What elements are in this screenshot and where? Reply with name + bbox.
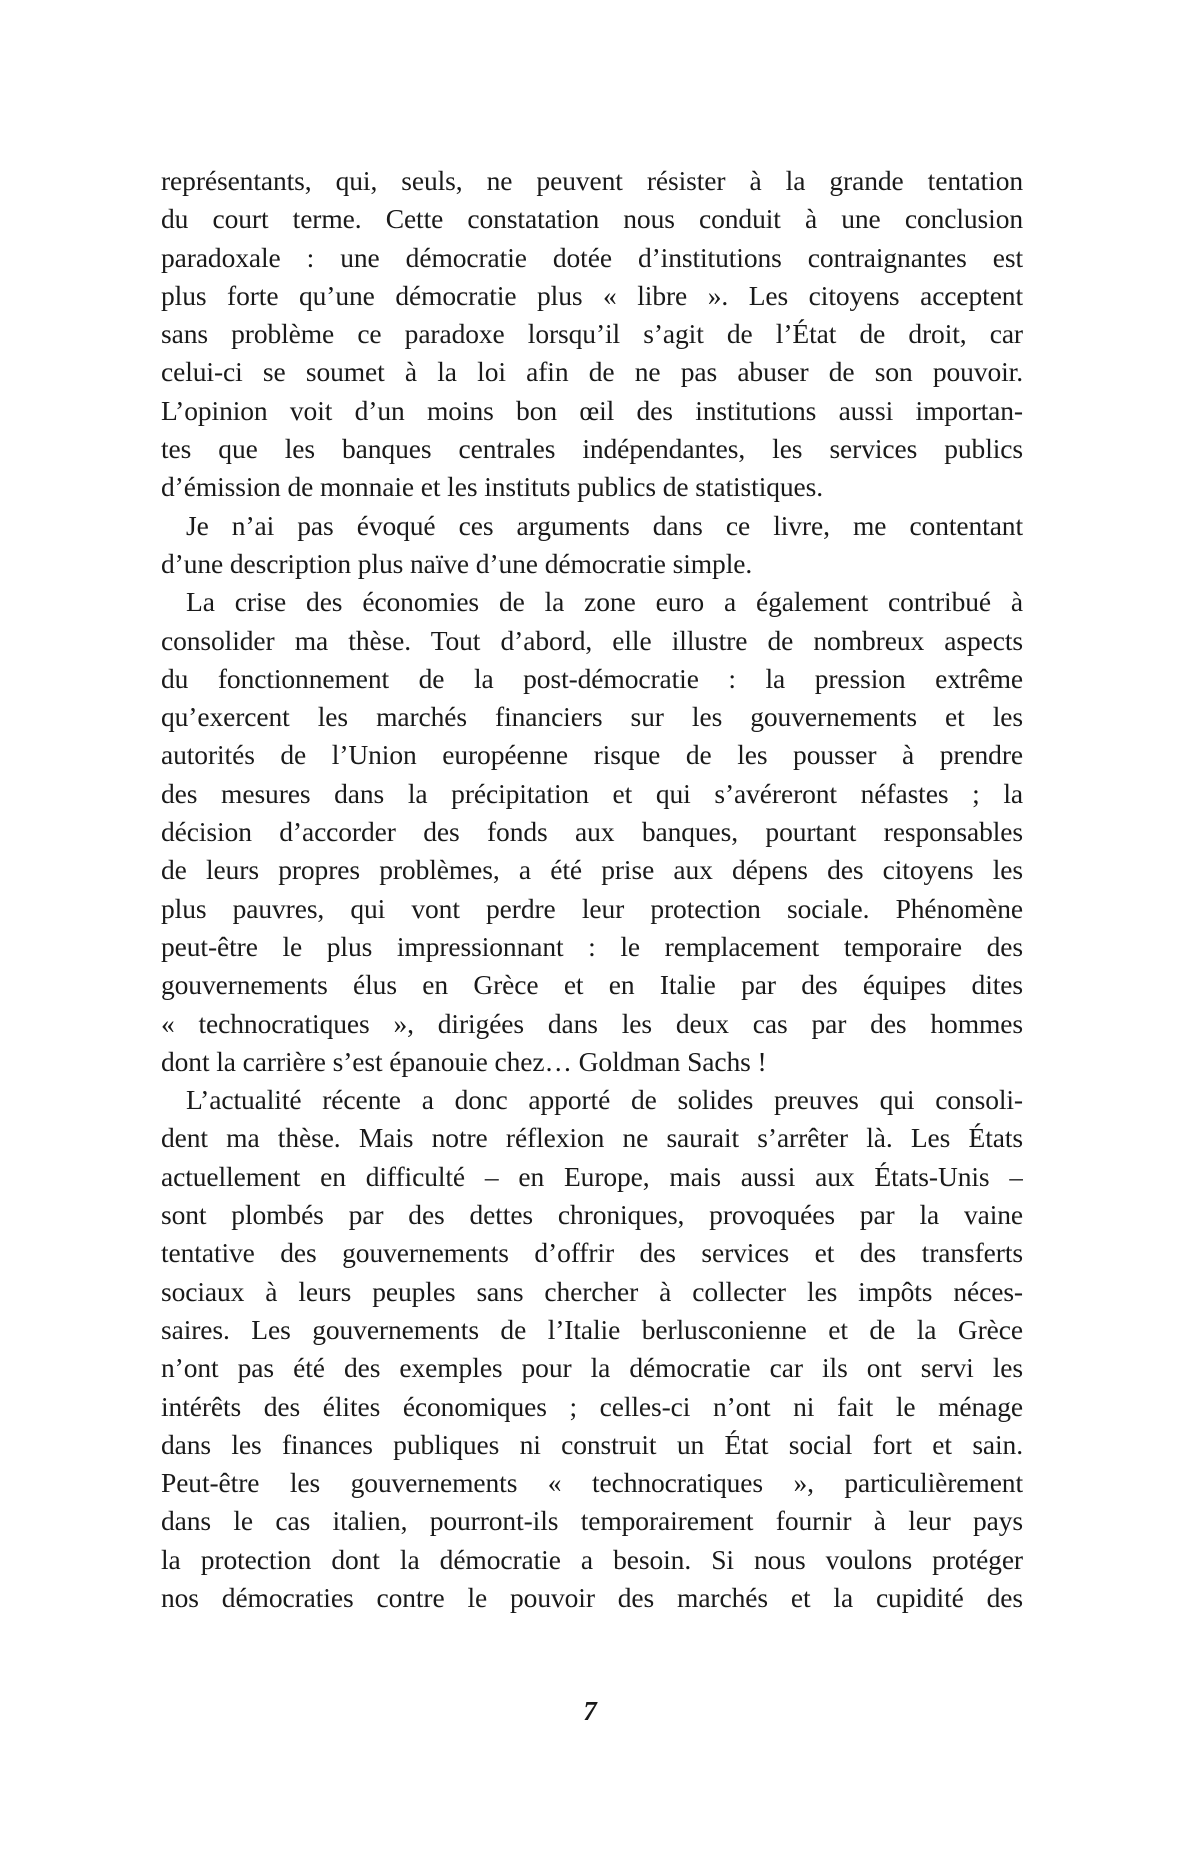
text-line: qu’exercent les marchés financiers sur les gouvernements et les — [161, 701, 1023, 733]
text-line: tes que les banques centrales indépendantes, les services publics — [161, 433, 1023, 465]
paragraph-4 — [161, 1081, 1023, 1617]
text-line: dans le cas italien, pourront-ils temporairement fournir à leur pays — [161, 1505, 1023, 1537]
body-text — [161, 162, 1023, 1617]
text-line: dont la carrière s’est épanouie chez… Goldman Sachs ! — [161, 1045, 767, 1077]
page-number: 7 — [583, 1696, 597, 1726]
text-line: Je n’ai pas évoqué ces arguments dans ce livre, me contentant — [186, 509, 1023, 541]
text-line: d’émission de monnaie et les instituts publics de statistiques. — [161, 471, 824, 503]
text-line: plus forte qu’une démocratie plus « libre ». Les citoyens acceptent — [161, 279, 1023, 311]
text-line: consolider ma thèse. Tout d’abord, elle illustre de nombreux aspects — [161, 624, 1023, 656]
text-line: n’ont pas été des exemples pour la démocratie car ils ont servi les — [161, 1352, 1023, 1384]
text-line: dent ma thèse. Mais notre réflexion ne saurait s’arrêter là. Les États — [161, 1122, 1023, 1154]
text-line: représentants, qui, seuls, ne peuvent résister à la grande tentation — [161, 165, 1023, 196]
text-line: sont plombés par des dettes chroniques, provoquées par la vaine — [161, 1199, 1023, 1231]
text-line: nos démocraties contre le pouvoir des marchés et la cupidité des — [161, 1581, 1023, 1613]
text-line: de leurs propres problèmes, a été prise aux dépens des citoyens les — [161, 854, 1023, 886]
text-line: saires. Les gouvernements de l’Italie berlusconienne et de la Grèce — [161, 1313, 1023, 1345]
paragraph-2 — [161, 507, 1023, 584]
text-line: la protection dont la démocratie a besoin. Si nous voulons protéger — [161, 1543, 1023, 1575]
text-line: plus pauvres, qui vont perdre leur protection sociale. Phénomène — [161, 892, 1023, 924]
text-line: intérêts des élites économiques ; celles-ci n’ont ni fait le ménage — [161, 1390, 1023, 1422]
text-line: sociaux à leurs peuples sans chercher à collecter les impôts néces- — [161, 1275, 1023, 1307]
paragraph-1 — [161, 162, 1023, 507]
text-line: des mesures dans la précipitation et qui s’avéreront néfastes ; la — [161, 777, 1023, 809]
text-line: autorités de l’Union européenne risque de les pousser à prendre — [161, 739, 1023, 771]
text-line: dans les finances publiques ni construit un État social fort et sain. — [161, 1428, 1023, 1460]
text-line: actuellement en difficulté – en Europe, mais aussi aux États-Unis – — [161, 1160, 1023, 1192]
text-line: L’opinion voit d’un moins bon œil des institutions aussi importan- — [161, 394, 1023, 426]
text-line: peut-être le plus impressionnant : le remplacement temporaire des — [161, 930, 1023, 962]
text-line: L’actualité récente a donc apporté de solides preuves qui consoli- — [186, 1084, 1023, 1116]
paragraph-3 — [161, 583, 1023, 1081]
text-line: d’une description plus naïve d’une démocratie simple. — [161, 547, 753, 579]
text-line: paradoxale : une démocratie dotée d’institutions contraignantes est — [161, 241, 1023, 273]
text-line: Peut-être les gouvernements « technocratiques », particulièrement — [161, 1467, 1023, 1499]
text-line: du fonctionnement de la post-démocratie : la pression extrême — [161, 662, 1023, 694]
text-line: gouvernements élus en Grèce et en Italie par des équipes dites — [161, 969, 1023, 1001]
text-line: La crise des économies de la zone euro a également contribué à — [186, 586, 1023, 618]
text-line: du court terme. Cette constatation nous conduit à une conclusion — [161, 203, 1023, 235]
text-line: « technocratiques », dirigées dans les deux cas par des hommes — [161, 1007, 1023, 1039]
text-line: sans problème ce paradoxe lorsqu’il s’agit de l’État de droit, car — [161, 318, 1023, 350]
text-line: tentative des gouvernements d’offrir des services et des transferts — [161, 1237, 1023, 1269]
text-line: décision d’accorder des fonds aux banques, pourtant responsables — [161, 816, 1023, 848]
text-line: celui-ci se soumet à la loi afin de ne pas abuser de son pouvoir. — [161, 356, 1023, 388]
